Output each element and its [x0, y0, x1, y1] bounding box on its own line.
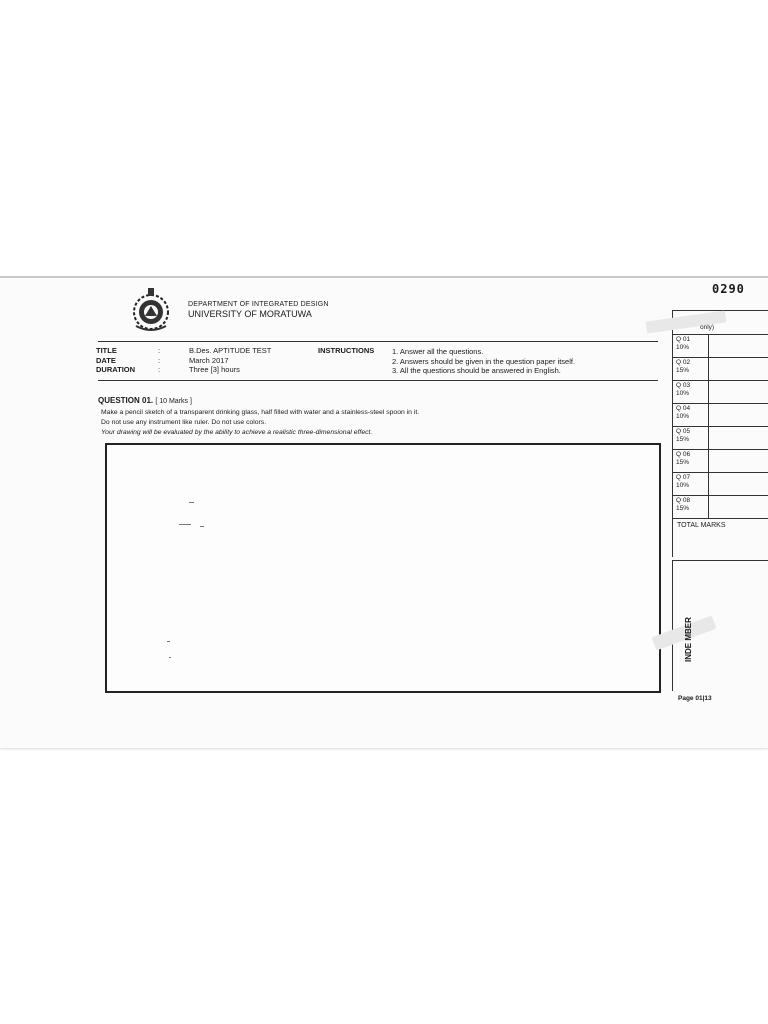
marks-row: [672, 357, 768, 381]
marks-row-percent: 10%: [676, 344, 690, 351]
question-line: Your drawing will be evaluated by the ability to achieve a realistic three-dimensional effect.: [101, 429, 373, 436]
serial-number: 0290: [712, 282, 745, 296]
marks-row: [672, 472, 768, 496]
marks-row-question: Q 05: [676, 428, 691, 435]
date-separator: :: [158, 356, 161, 365]
instructions-label: INSTRUCTIONS: [318, 346, 375, 355]
marks-row-question: Q 03: [676, 382, 691, 389]
instruction-item: 2. Answers should be given in the question paper itself.: [392, 357, 576, 366]
marks-row: [672, 403, 768, 427]
title-value: B.Des. APTITUDE TEST: [189, 346, 272, 355]
marks-panel-header: only): [700, 324, 715, 331]
scan-speck: [189, 502, 194, 503]
marks-row-percent: 15%: [676, 367, 690, 374]
marks-row-percent: 15%: [676, 459, 690, 466]
date-label: DATE: [96, 356, 116, 365]
title-separator: :: [158, 346, 161, 355]
scan-speck: [179, 524, 191, 525]
scan-speck: [169, 657, 171, 658]
university-name: UNIVERSITY OF MORATUWA: [188, 309, 312, 319]
marks-row: [672, 380, 768, 404]
scan-speck: [167, 641, 170, 642]
scan-speck: [200, 526, 204, 527]
total-marks-label: TOTAL MARKS: [677, 522, 726, 529]
exam-sheet: [0, 276, 768, 748]
duration-label: DURATION: [96, 365, 136, 374]
marks-row-question: Q 07: [676, 474, 691, 481]
instruction-item: 3. All the questions should be answered in English.: [392, 366, 561, 375]
duration-value: Three [3] hours: [189, 365, 240, 374]
department-name: DEPARTMENT OF INTEGRATED DESIGN: [188, 301, 329, 308]
question-marks: [ 10 Marks ]: [155, 398, 192, 405]
marks-row-percent: 15%: [676, 505, 690, 512]
marks-row-question: Q 04: [676, 405, 691, 412]
question-title: QUESTION 01.: [98, 396, 154, 405]
marks-row: [672, 449, 768, 473]
instruction-item: 1. Answer all the questions.: [392, 347, 484, 356]
marks-row-question: Q 06: [676, 451, 691, 458]
page-number: Page 01|13: [678, 695, 712, 702]
marks-row: [672, 334, 768, 358]
question-line: Make a pencil sketch of a transparent drinking glass, half filled with water and a stainless-steel spoon in it.: [101, 409, 420, 416]
marks-row-percent: 10%: [676, 482, 690, 489]
question-line: Do not use any instrument like ruler. Do not use colors.: [101, 419, 267, 426]
question-heading: [98, 396, 192, 405]
marks-row-question: Q 08: [676, 497, 691, 504]
date-value: March 2017: [189, 356, 229, 365]
index-number-label: INDE MBER: [684, 617, 693, 662]
marks-row: [672, 426, 768, 450]
header-rule: [98, 341, 658, 342]
meta-rule: [98, 380, 658, 381]
drawing-answer-box[interactable]: [105, 443, 661, 693]
marks-row-question: Q 02: [676, 359, 691, 366]
marks-row-percent: 10%: [676, 390, 690, 397]
marks-row: [672, 495, 768, 519]
marks-row-question: Q 01: [676, 336, 691, 343]
title-label: TITLE: [96, 346, 117, 355]
university-logo: [128, 286, 174, 332]
marks-row-percent: 10%: [676, 413, 690, 420]
duration-separator: :: [158, 365, 161, 374]
total-rule: [672, 518, 768, 519]
marks-row-percent: 15%: [676, 436, 690, 443]
